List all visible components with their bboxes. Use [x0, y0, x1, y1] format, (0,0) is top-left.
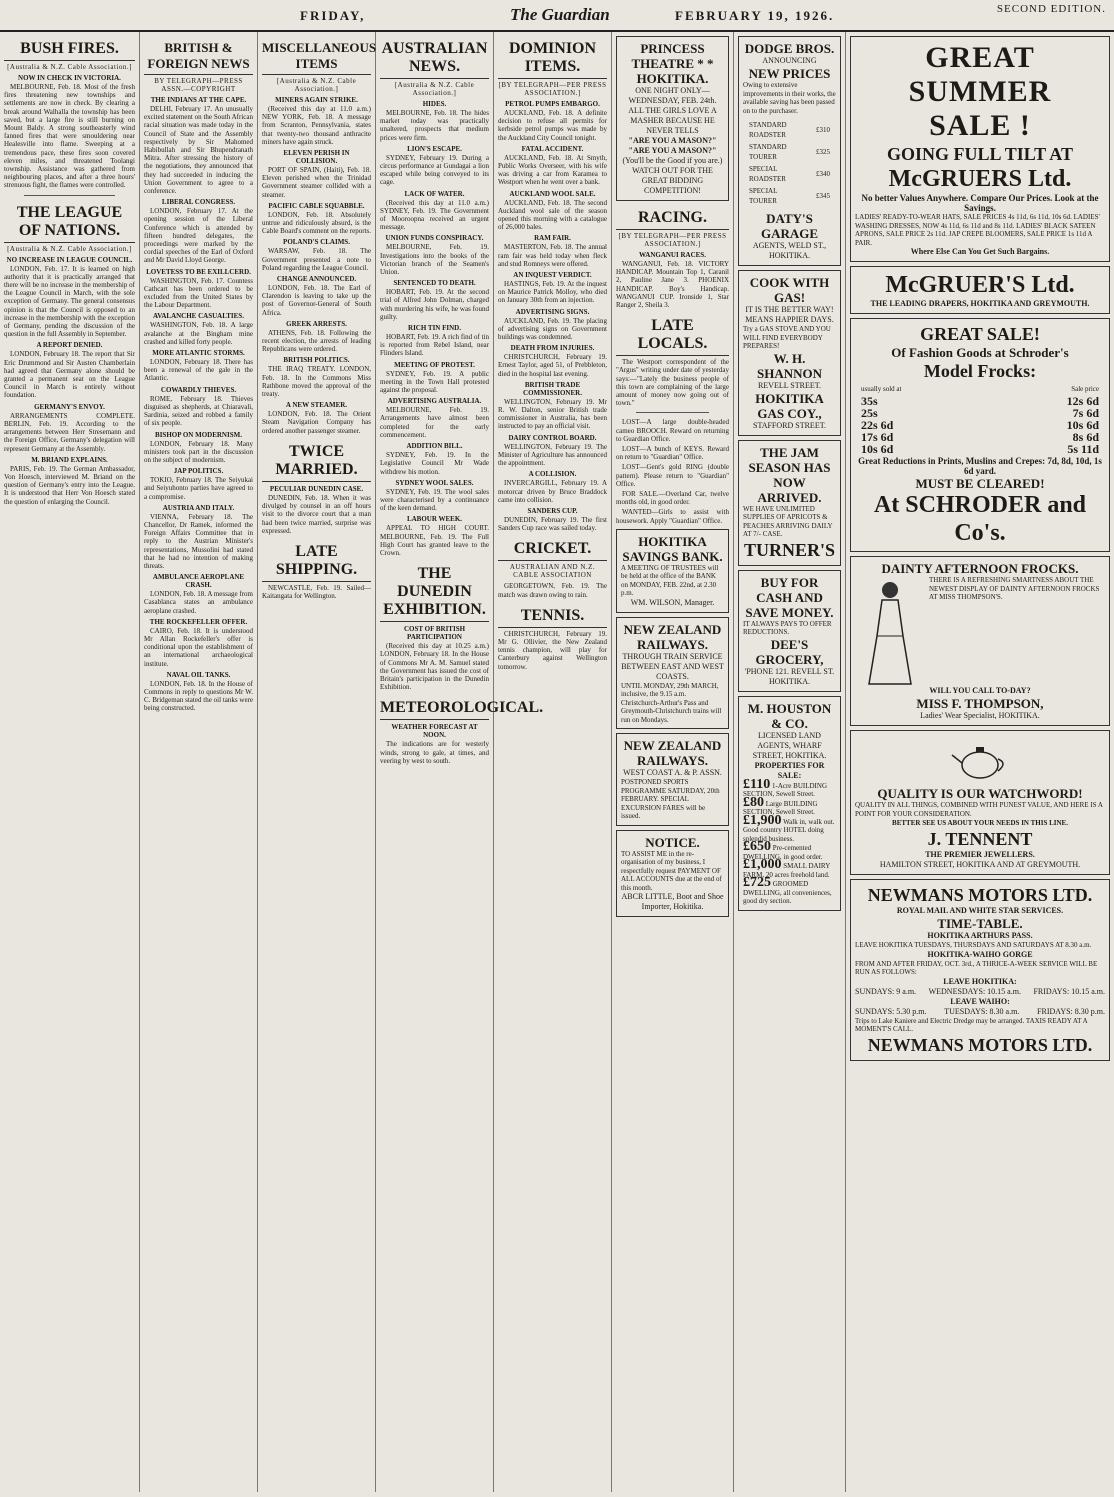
column-4 [376, 32, 544, 1492]
headline-meteorological: METEOROLOGICAL. [380, 699, 489, 720]
dateline: MORE ATLANTIC STORMS. [152, 349, 245, 358]
article-body: CHRISTCHURCH, February 19. Mr G. Ollivier, the New Zealand tennis champion, will play for Canterbury against Wellington tomorrow. [498, 629, 607, 671]
article-body: MELBOURNE, Feb. 18. The hides market today was practically unaltered, prospects that medium prices were firm. [380, 109, 489, 142]
dodge-ad [738, 36, 841, 266]
dodge-price-row [745, 120, 834, 140]
buy-title: BUY FOR CASH AND SAVE MONEY. [745, 574, 834, 620]
headline-twice-married: TWICE MARRIED. [262, 443, 371, 482]
sale-price: 10s 6d [1066, 418, 1099, 432]
column-2 [140, 32, 258, 1492]
dateline: ADDITION BILL. [406, 442, 463, 451]
newmans-leave-hokitika: LEAVE HOKITIKA: [943, 976, 1017, 986]
article-body: SYDNEY, Feb. 19. The wool sales were characterised by a continuance of the keen demand. [380, 487, 489, 513]
railways-notice-2 [616, 733, 729, 826]
frocks-body: THERE IS A REFRESHING SMARTNESS ABOUT THE NEWEST DISPLAY OF DAINTY AFTERNOON FROCKS AT MISS THOMPSON'S. [929, 576, 1100, 601]
notice-signature: ABCR LITTLE, Boot and Shoe Importer, Hokitika. [621, 892, 724, 912]
tennent-ad [850, 730, 1110, 875]
houston-properties: PROPERTIES FOR SALE: [754, 760, 825, 780]
headline-league: THE LEAGUE OF NATIONS. [4, 204, 135, 243]
headline-australian-news: AUSTRALIAN NEWS. [380, 40, 489, 79]
dateline: PETROL PUMPS EMBARGO. [505, 100, 600, 108]
headline-late-shipping: LATE SHIPPING. [262, 543, 371, 582]
dateline: GREEK ARRESTS. [286, 319, 347, 328]
mcgruers-sale: SALE ! [929, 109, 1031, 142]
masthead-edition: SECOND EDITION. [996, 3, 1106, 15]
byline: [Australia & N.Z. Cable Association.] [394, 81, 475, 97]
dodge-subtitle: ANNOUNCING [762, 56, 817, 65]
dateline: SYDNEY WOOL SALES. [395, 478, 474, 487]
usual-price: 17s 6d [861, 430, 894, 444]
dateline: LION'S ESCAPE. [407, 144, 462, 153]
houston-title: M. HOUSTON & CO. [747, 700, 832, 731]
gas-shannon-address: REVELL STREET. [757, 380, 822, 390]
theatre-question: "ARE YOU A MASON?" "ARE YOU A MASON?" [628, 136, 717, 155]
column-8 [846, 32, 1114, 1492]
usual-price: 25s [861, 406, 878, 420]
tennent-subtitle: THE PREMIER JEWELLERS. [925, 850, 1035, 859]
headline-dunedin-exhibition: THE DUNEDIN EXHIBITION. [380, 565, 489, 622]
theatre-line: WATCH OUT FOR THE GREAT BIDDING COMPETITION! [632, 166, 713, 195]
schroder-must-be-cleared: MUST BE CLEARED! [915, 476, 1045, 491]
dateline: SANDERS CUP. [527, 506, 578, 515]
dateline: A COLLISION. [528, 470, 577, 479]
article-body: MASTERTON, Feb. 18. The annual ram fair was held today when fleck and stud Romneys were offered. [498, 243, 607, 268]
article-body: CHRISTCHURCH, February 19. Ernest Taylor, aged 51, of Prebbleton, died in the hospital last evening. [498, 353, 607, 378]
mcgruers-great: GREAT [925, 41, 1035, 74]
newmans-route-1-body: LEAVE HOKITIKA TUESDAYS, THURSDAYS AND SATURDAYS AT 8.30 a.m. [855, 941, 1092, 949]
dateline: MEETING OF PROTEST. [394, 360, 475, 369]
dodge-agent-address: AGENTS, WELD ST., HOKITIKA. [752, 241, 827, 260]
headline-racing: RACING. [616, 209, 729, 230]
price-value: £325 [816, 148, 830, 156]
mcgruers-name: McGRUERS Ltd. [888, 166, 1072, 192]
mcgruers-going: GOING FULL TILT AT [887, 144, 1073, 164]
article-body: AUCKLAND, Feb. 18. At Smyth, Public Works Overseer, with his wife was driving a car from Karamea to Westport when he went over a bank. [498, 153, 607, 187]
grocery-ad [738, 570, 841, 692]
houston-ad [738, 696, 841, 911]
article-body: WASHINGTON, Feb. 17. Countess Cathcart has been ordered to be excluded from the United States by the Labour Department. [144, 276, 253, 310]
headline-bush-fires: BUSH FIRES. [4, 40, 135, 61]
dateline: AUSTRIA AND ITALY. [162, 503, 235, 512]
gas-subtitle: IT IS THE BETTER WAY! [745, 305, 834, 314]
article-body: (Received this day at 11.0 a.m.) NEW YORK, Feb. 18. A message from Scranton, Pennsylvania, states that twenty-two thousand anthracite miners have again struck. [262, 105, 371, 146]
dodge-price-row [745, 186, 834, 206]
gas-company-address: STAFFORD STREET. [753, 420, 826, 430]
schroder-reductions: Great Reductions in Prints, Muslins and Crepes: 7d, 8d, 10d, 1s 6d yard. [858, 456, 1102, 476]
usual-price: 10s 6d [861, 442, 894, 456]
dateline: AVALANCHE CASUALTIES. [153, 312, 244, 321]
theatre-line: ALL THE GIRLS LOVE A MASHER BECAUSE HE NEVER TELLS [628, 106, 717, 135]
schroder-great-sale: GREAT SALE! [920, 324, 1040, 344]
headline-tennis: TENNIS. [498, 607, 607, 628]
article-body: LONDON, February 18. There has been a renewal of the gale in the Atlantic. [144, 358, 253, 383]
article-body: VIENNA, February 18. The Chancellor, Dr Ramek, informed the Foreign Affairs Committee that in reply to the Austrian Minister's representations, Mussolini had stated that he had no intention of making threats. [144, 512, 253, 570]
dateline: BRITISH POLITICS. [283, 356, 350, 365]
sale-price: 12s 6d [1066, 394, 1099, 408]
railways-body: UNTIL MONDAY, 29th MARCH, inclusive, the 9.15 a.m. Christchurch-Arthur's Pass and Greymouth-Christchurch trains will run on Mondays. [621, 681, 722, 724]
article-body: WELLINGTON, February 19. Mr R. W. Dalton, senior British trade commissioner in Australia, has been instructed to pay an official visit. [498, 397, 607, 431]
price-value: £340 [816, 170, 830, 178]
article-body: INVERCARGILL, February 19. A motorcar driven by Bruce Braddock came into collision. [498, 479, 607, 504]
dateline: ADVERTISING AUSTRALIA. [387, 397, 482, 406]
dodge-new-prices: NEW PRICES [748, 66, 831, 81]
dees-address: 'PHONE 121. REVELL ST. HOKITIKA. [744, 666, 835, 686]
byline: [BY TELEGRAPH—PER PRESS ASSOCIATION.] [498, 81, 607, 97]
dateline: LIBERAL CONGRESS. [161, 198, 236, 207]
dateline: LOVETESS TO BE EXILLCERD. [146, 267, 251, 276]
column-7 [734, 32, 846, 1492]
frock-price-row [857, 408, 1103, 418]
dateline: THE ROCKEFELLER OFFER. [149, 617, 248, 626]
gas-ad [738, 270, 841, 436]
headline-cricket: CRICKET. [498, 540, 607, 561]
dateline: UNION FUNDS CONSPIRACY. [385, 234, 484, 243]
gas-means: MEANS HAPPIER DAYS. [745, 315, 834, 324]
frock-price-row [857, 444, 1103, 454]
dateline: DEATH FROM INJURIES. [510, 344, 595, 353]
dateline: HIDES. [422, 100, 447, 108]
article-body: LONDON, Feb. 18. In the House of Commons in reply to questions Mr W. C. Bridgeman stated the oil tanks were being constructed. [144, 679, 253, 713]
article-body: DUNEDIN, February 19. The first Sanders Cup race was sailed today. [498, 515, 607, 533]
jam-title: THE JAM SEASON HAS NOW ARRIVED. [748, 444, 831, 505]
headline-late-locals: LATE LOCALS. [616, 317, 729, 356]
article-body: WARSAW, Feb. 18. The Government presented a note to Poland regarding the League Council. [262, 247, 371, 272]
article-body: THE IRAQ TREATY. LONDON, Feb. 18. In the Commons Miss Rathbone moved the approval of the treaty. [262, 365, 371, 399]
quality-title: QUALITY IS OUR WATCHWORD! [877, 786, 1083, 801]
newmans-ad [850, 879, 1110, 1061]
dateline: PECULIAR DUNEDIN CASE. [269, 484, 364, 493]
masthead-day: FRIDAY, [300, 8, 366, 23]
mcgruers-value-line: No better Values Anywhere. Compare Our Prices. Look at the Savings. [861, 193, 1099, 213]
article-body: MELBOURNE, Feb. 18. Most of the fresh fires threatening new townships and settlements are now in check. By clearing a break around Walhalla the township has been saved, but a large fire is still burning on Mount Baldy. A strong southeasterly wind fanned fires that were smouldering near Healesville into flame. Sweeping at a tremendous pace, these fires soon covered eleven miles, and threatened Toolangi township. Assistance was gathered from neighbouring places, and after a three hours' strenuous fight, the flames were controlled. [4, 83, 135, 190]
sale-price: 8s 6d [1072, 430, 1099, 444]
dateline: LACK OF WATER. [404, 189, 465, 198]
mcgruers-sale-ad [850, 36, 1110, 262]
article-body: HOBART, Feb. 19. A rich find of tin is reported from Rebel Island, near Flinders Island. [380, 333, 489, 358]
byline: [Australia & N.Z. Cable Association.] [7, 63, 132, 71]
byline: BY TELEGRAPH—PRESS ASSN.—COPYRIGHT [154, 77, 243, 93]
tennent-address: HAMILTON STREET, HOKITIKA AND AT GREYMOUTH. [879, 860, 1081, 869]
dodge-price-row [745, 142, 834, 162]
frocks-question: WILL YOU CALL TO-DAY? [929, 686, 1031, 695]
dateline: PACIFIC CABLE SQUABBLE. [268, 201, 365, 210]
mcgruers-drapers-ad [850, 266, 1110, 314]
schroder-fashion: Of Fashion Goods at Schroder's [891, 345, 1069, 360]
dodge-price-row [745, 164, 834, 184]
article-body: APPEAL TO HIGH COURT. MELBOURNE, Feb. 19. The Full High Court has granted leave to the Crown. [380, 524, 489, 557]
teapot-icon [950, 737, 1010, 781]
dateline: NOW IN CHECK IN VICTORIA. [18, 74, 121, 82]
mcgruers-summer: SUMMER [908, 75, 1052, 108]
dateline: CHANGE ANNOUNCED. [276, 275, 357, 284]
model-name: STANDARD TOURER [749, 143, 787, 161]
dateline: BRITISH TRADE COMMISSIONER. [523, 380, 582, 397]
mcgruers-where: Where Else Can You Get Such Bargains. [910, 247, 1050, 256]
article-body: LONDON, Feb. 18. The Orient Steam Navigation Company has ordered another passenger steamer. [262, 410, 371, 435]
classified-lost-3: LOST—Gent's gold RING (double pattern). Please return to "Guardian" Office. [616, 463, 729, 488]
headline-dominion-items: DOMINION ITEMS. [498, 40, 607, 79]
savings-bank-body: A MEETING OF TRUSTEES will be held at the office of the BANK on MONDAY, FEB. 22nd, at 2.30 p.m. [621, 563, 719, 598]
byline: [BY TELEGRAPH—PER PRESS ASSOCIATION.] [618, 232, 727, 248]
theatre-ad [616, 36, 729, 201]
dateline: RAM FAIR. [534, 234, 571, 243]
schroder-model-frocks: Model Frocks: [923, 361, 1037, 381]
newmans-times-2: SUNDAYS: 5.30 p.m. TUESDAYS: 8.30 a.m. FRIDAYS: 8.30 p.m. [855, 1006, 1105, 1016]
newmans-route-2: HOKITIKA-WAIHO GORGE [927, 949, 1033, 959]
newmans-times-1: SUNDAYS: 9 a.m. WEDNESDAYS: 10.15 a.m. FRIDAYS: 10.15 a.m. [855, 986, 1105, 996]
article-body: ARRANGEMENTS COMPLETE. BERLIN, Feb. 19. According to the arrangements between Herr Stresemann and the Foreign Office, Germany's delegation will represent Germany at the Assembly. [4, 411, 135, 453]
tennent-name: J. TENNENT [927, 829, 1033, 849]
theatre-title: PRINCESS THEATRE * * HOKITIKA. [631, 41, 714, 86]
article-body: AUCKLAND, Feb. 18. A definite decision to refuse all permits for kerbside petrol pumps was made by the Auckland City Council tonight. [498, 109, 607, 142]
railways-body: POSTPONED SPORTS PROGRAMME SATURDAY, 20th FEBRUARY. SPECIAL EXCURSION FARES will be issued. [621, 778, 720, 821]
property-1: £110 1-Acre BUILDING SECTION, Sewell Street. [743, 776, 827, 798]
article-body: DUNEDIN, Feb. 18. When it was divulged by counsel in an off hours visit to the divorce court that a man had been twice married, surprise was expressed. [262, 493, 371, 535]
article-body: TOKIO, February 18. The Seiyukai and Seiyuhonto parties have agreed to a compromise. [144, 476, 253, 501]
classified-for-sale: FOR SALE.—Overland Car, twelve months old, in good order. [616, 490, 729, 507]
byline: [Australia & N.Z. Cable Association.] [276, 77, 357, 93]
railways-title: NEW ZEALAND RAILWAYS. [623, 621, 722, 652]
railways-notice [616, 617, 729, 730]
headline-miscellaneous: MISCELLANEOUS ITEMS [262, 40, 371, 75]
newmans-route-2-body: FROM AND AFTER FRIDAY, OCT. 3rd., A THRICE-A-WEEK SERVICE WILL BE RUN AS FOLLOWS: [855, 959, 1098, 976]
usual-price: 22s 6d [861, 418, 894, 432]
dateline: ADVERTISING SIGNS. [515, 307, 590, 316]
article-body: PORT OF SPAIN, (Haiti), Feb. 18. Eleven perished when the Trinidad Government steamer collided with a steamer. [262, 166, 371, 199]
gas-title: COOK WITH GAS! [749, 275, 830, 305]
sale-price: 7s 6d [1072, 406, 1099, 420]
dateline: POLAND'S CLAIMS. [283, 238, 350, 247]
masthead-date: FEBRUARY 19, 1926. [675, 8, 835, 23]
article-body: NEWCASTLE, Feb. 19. Sailed—Kaitangata for Wellington. [262, 583, 371, 601]
article-body: LONDON, February 18. Many ministers took part in the discussion on the subject of modernism. [144, 439, 253, 464]
newmans-title: NEWMANS MOTORS LTD. [867, 885, 1093, 905]
dateline: BISHOP ON MODERNISM. [155, 430, 242, 439]
jam-body: WE HAVE UNLIMITED SUPPLIES OF APRICOTS & PEACHES ARRIVING DAILY AT 7/- CASE. [743, 504, 833, 538]
dees-grocery: DEE'S GROCERY, [755, 636, 824, 667]
newmans-footer: Trips to Lake Kaniere and Electric Dredge may be arranged. TAXIS READY AT A MOMENT'S CALL. [855, 1016, 1088, 1033]
article-body: LONDON, Feb. 18. A message from Casablanca states an ambulance aeroplane crashed. [144, 590, 253, 615]
schroder-ad [850, 318, 1110, 552]
newmans-timetable: TIME-TABLE. [937, 916, 1023, 931]
newmans-leave-waiho: LEAVE WAIHO: [950, 996, 1010, 1006]
notice-title: NOTICE. [645, 834, 700, 850]
price-value: £310 [816, 126, 830, 134]
theatre-line: (You'll be the Good if you are.) [622, 156, 723, 165]
gas-company: HOKITIKA GAS COY., [755, 390, 824, 421]
property-5: £1,000 SMALL DAIRY FARM, 20 acres freehold land. [743, 857, 830, 879]
dodge-body: Owing to extensive improvements in their works, the available saving has been passed on to the purchaser. [743, 81, 836, 115]
model-name: STANDARD ROADSTER [749, 121, 787, 139]
newmans-route-1: HOKITIKA ARTHURS PASS. [927, 931, 1033, 940]
column-1 [0, 32, 140, 1492]
masthead-paper-name: The Guardian [510, 5, 610, 24]
quality-body: QUALITY IN ALL THINGS, COMBINED WITH PUNEST VALUE, AND HERE IS A POINT FOR YOUR CONSIDERATION. [855, 801, 1103, 818]
notice-ad [616, 830, 729, 918]
property-4: £650 Pre-cemented DWELLING, in good order. [743, 839, 823, 861]
byline: [Australia & N.Z. Cable Association.] [7, 244, 132, 253]
article-body: (Received this day at 10.25 a.m.) LONDON, February 18. In the House of Commons Mr A. M. Samuel stated the Government has issued the cost of Britain's participation in the Dunedin Exhibition. [380, 642, 489, 692]
article-body: WASHINGTON, Feb. 18. A large avalanche at the Bingham mine crashed and killed forty people. [144, 321, 253, 346]
article-body: WANGANUI, Feb. 18. VICTORY HANDICAP. Mountain Top 1, Caranil 2, Pauline Jane 3. PHOENIX HANDICAP. Boy's Handicap. WANGANUI CUP. Ironside 1, Star Ranger 2, Sheila 3. [616, 260, 729, 310]
dodge-title: DODGE BROS. [744, 41, 835, 56]
article-body: MELBOURNE, Feb. 19. Arrangements have almost been completed for the early commencement. [380, 406, 489, 439]
dateline: WEATHER FORECAST AT NOON. [391, 723, 478, 740]
article-body: HOBART, Feb. 19. At the second trial of Alfred John Dolman, charged with murdering his wife, he was found guilty. [380, 288, 489, 321]
article-body: AUCKLAND, Feb. 18. The second Auckland wool sale of the season opened this morning with a catalogue of 26,000 bales. [498, 198, 607, 232]
model-name: SPECIAL ROADSTER [749, 165, 786, 183]
newmans-subtitle: ROYAL MAIL AND WHITE STAR SERVICES. [896, 906, 1064, 915]
dateline: A REPORT DENIED. [36, 341, 103, 350]
dateline: A NEW STEAMER. [285, 401, 348, 410]
classified-lost-1: LOST—A large double-headed cameo BROOCH. Reward on returning to Guardian Office. [616, 418, 729, 443]
price-value: £345 [816, 192, 830, 200]
price-head-sale: Sale price [1071, 385, 1099, 393]
schroder-at: At SCHRODER and Co's. [873, 492, 1087, 546]
newmans-footer-title: NEWMANS MOTORS LTD. [867, 1034, 1093, 1055]
thompson-ad [850, 556, 1110, 726]
dateline: M. BRIAND EXPLAINS. [31, 455, 108, 464]
article-body: LONDON, Feb. 18. Absolutely untrue and ridiculously absurd, is the Cable Board's comment on the reports. [262, 210, 371, 236]
savings-bank-notice [616, 529, 729, 613]
classified-wanted: WANTED—Girls to assist with housework. Apply "Guardian" Office. [616, 508, 729, 525]
article-body: WELLINGTON, February 19. The Minister of Agriculture has announced the appointment. [498, 442, 607, 468]
notice-body: TO ASSIST ME in the re-organisation of my business, I respectfully request PAYMENT OF ALL ACCOUNTS due at the end of this month. [621, 849, 722, 892]
dateline: LABOUR WEEK. [406, 515, 463, 524]
quality-body-2: BETTER SEE US ABOUT YOUR NEEDS IN THIS LINE. [892, 819, 1068, 827]
dateline: THE INDIANS AT THE CAPE. [150, 96, 247, 104]
frock-price-row [857, 396, 1103, 406]
article-body: HASTINGS, Feb. 19. At the inquest on Maurice Patrick Molloy, who died on January 30th from an injection. [498, 280, 607, 305]
article-body: LONDON, Feb. 18. The Earl of Clarendon is leaving to take up the post of Governor-General of South Africa. [262, 284, 371, 317]
theatre-line: ONE NIGHT ONLY—WEDNESDAY, FEB. 24th. [628, 86, 717, 105]
dateline: AN INQUEST VERDICT. [513, 271, 592, 280]
dodge-price-table [743, 118, 836, 208]
dateline: SENTENCED TO DEATH. [393, 279, 476, 288]
headline-british-foreign: BRITISH & FOREIGN NEWS [144, 40, 253, 75]
dateline: DAIRY CONTROL BOARD. [508, 433, 597, 442]
column-5 [494, 32, 612, 1492]
schroder-price-table [855, 382, 1105, 456]
buy-body: IT ALWAYS PAYS TO OFFER REDUCTIONS. [743, 619, 832, 636]
mcgruers-body: LADIES' READY-TO-WEAR HATS, SALE PRICES 4s 11d, 6s 11d, 10s 6d. LADIES' WASHING DRESSES, NOW 4s 11d, 6s 11d and 8s 11d. LADIES' BLACK SATEEN APRONS, SALE PRICE 2s 11d. JAP CREPE BLOOMERS, SALE PRICE 1s 11d A PAIR. [855, 213, 1100, 247]
sale-price: 5s 11d [1067, 442, 1099, 456]
property-6: £725 GROOMED DWELLING, all conveniences, good dry section. [743, 875, 832, 905]
article-body: DELHI, February 17. An unusually excited statement on the South African racial situation was made today in the Council of State and the Assembly respectively by Sir Mahomed Habibullah and Sir Bhupendranath Mitra. After stressing the history of the negotiations, they announced that they had succeeded in inducing the Union Government to agree to a conference. [144, 105, 253, 196]
frocks-title: DAINTY AFTERNOON FROCKS. [881, 561, 1079, 576]
dateline: COST OF BRITISH PARTICIPATION [403, 625, 466, 642]
price-head-usual: usually sold at [861, 385, 902, 393]
article-body: SYDNEY, Feb. 19. A public meeting in the Town Hall protested against the proposal. [380, 369, 489, 395]
jam-ad [738, 440, 841, 566]
dateline: GERMANY'S ENVOY. [34, 402, 105, 411]
property-2: £80 Large BUILDING SECTION, Sewell Street. [743, 794, 818, 816]
model-name: SPECIAL TOURER [749, 187, 778, 205]
dateline: AMBULANCE AEROPLANE CRASH. [152, 573, 245, 590]
divider [636, 412, 709, 413]
property-3: £1,900 Walk in, walk out. Good country HOTEL doing splendid business. [743, 812, 835, 843]
masthead [0, 0, 1114, 32]
article-body: (Received this day at 11.0 a.m.) SYDNEY, Feb. 19. The Government of Mooroopna received an urgent message. [380, 198, 489, 232]
dodge-agent: DATY'S GARAGE [760, 211, 819, 241]
houston-subtitle: LICENSED LAND AGENTS, WHARF STREET, HOKITIKA. [752, 730, 827, 760]
article-body: LONDON, Feb. 17. It is learned on high authority that it is practically arranged that there will be no increase in the membership of the League Council in March, with the sole exception of Germany. The general consensus opinion is that the Council is opposed to an increase in the membership with the exception of Germany, pending the discussion of the question in the full Assembly in September. [4, 264, 135, 339]
article-body: LONDON, February 17. At the opening session of the Liberal Conference which is attended by fifteen hundred delegates, the proceedings were marked by the cordial speeches of the Earl of Oxford and Mr David Lloyd George. [144, 207, 253, 265]
railways-subtitle: WEST COAST A. & P. ASSN. [623, 768, 722, 778]
article-body: MELBOURNE, Feb. 19. Investigations into the books of the Victorian branch of the Seamen's Union. [380, 243, 489, 277]
dateline: ELEVEN PERISH IN COLLISION. [283, 149, 350, 166]
thompson-name: MISS F. THOMPSON, [916, 696, 1044, 711]
usual-price: 35s [861, 394, 878, 408]
turner-name: TURNER'S [743, 539, 836, 560]
thompson-title: Ladies' Wear Specialist, HOKITIKA. [920, 711, 1040, 720]
dateline: NAVAL OIL TANKS. [166, 670, 231, 679]
dateline: COWARDLY THIEVES. [160, 385, 237, 394]
railways-subtitle: THROUGH TRAIN SERVICE BETWEEN EAST AND WEST COASTS. [621, 651, 724, 681]
article-body: AUCKLAND, Feb. 19. The placing of advertising signs on Government buildings was condemned. [498, 316, 607, 342]
article-body: SYDNEY, Feb. 19. In the Legislative Council Mr Wade withdrew his motion. [380, 451, 489, 476]
savings-bank-title: HOKITIKA SAVINGS BANK. [622, 533, 723, 564]
dateline: FATAL ACCIDENT. [521, 144, 584, 153]
article-body: CAIRO, Feb. 18. It is understood Mr Allan Rockefeller's offer is conditional upon the establishment of an international archaeological institute. [144, 626, 253, 668]
gas-body: Try a GAS STOVE AND YOU WILL FIND EVERYBODY PREPARES! [743, 325, 831, 350]
article-body: PARIS, Feb. 19. The German Ambassador, Von Hoesch, interviewed M. Briand on the question of Germany's entry into the League. It is understood that Herr Von Hoesch stated the question of enlarging the Council. [4, 464, 135, 506]
article-body: ROME, February 18. Thieves disguised as shepherds, at Chiaravali, Sardinia, seized and robbed a family of six people. [144, 394, 253, 428]
frock-price-row [857, 432, 1103, 442]
article-body: SYDNEY, February 19. During a circus performance at Gundagai a lion escaped while being conveyed to its cage. [380, 153, 489, 187]
article-body: ATHENS, Feb. 18. Following the recent election, the arrests of leading Republicans were ordered. [262, 328, 371, 354]
mcgruers-drapers-name: McGRUER'S Ltd. [885, 272, 1075, 298]
article-body: The Westport correspondent of the "Argus" writing under date of yesterday says:—"Lately the business people of this town are complaining of the large amount of money now going out of town." [616, 358, 729, 408]
divider [24, 195, 115, 196]
column-3 [258, 32, 376, 1492]
article-body: GEORGETOWN, Feb. 19. The match was drawn owing to rain. [498, 582, 607, 599]
mcgruers-drapers-subtitle: THE LEADING DRAPERS, HOKITIKA AND GREYMOUTH. [870, 299, 1090, 308]
frock-price-row [857, 420, 1103, 430]
article-body: LONDON, February 18. The report that Sir Eric Drummond and Sir Austen Chamberlain had agreed that Germany alone should be granted a permanent seat on the League Council in March is entirely without foundation. [4, 350, 135, 400]
lady-figure-icon [855, 576, 925, 686]
dateline: RICH TIN FIND. [408, 324, 461, 333]
dateline: MINERS AGAIN STRIKE. [275, 96, 358, 104]
dateline: AUCKLAND WOOL SALE. [509, 189, 596, 198]
byline: AUSTRALIAN AND N.Z. CABLE ASSOCIATION [509, 563, 596, 580]
dateline: NO INCREASE IN LEAGUE COUNCIL. [6, 255, 133, 264]
gas-shannon: W. H. SHANNON [756, 350, 822, 381]
article-body: The indications are for westerly winds, strong to gale, at times, and veering by west to south. [380, 740, 489, 765]
railways-title: NEW ZEALAND RAILWAYS. [623, 738, 722, 769]
classified-lost-2: LOST—A bunch of KEYS. Reward on return to "Guardian" Office. [616, 445, 729, 462]
savings-bank-signature: WM. WILSON, Manager. [630, 597, 715, 607]
column-6 [612, 32, 734, 1492]
dateline: JAP POLITICS. [173, 467, 224, 476]
dateline: WANGANUI RACES. [639, 251, 706, 259]
